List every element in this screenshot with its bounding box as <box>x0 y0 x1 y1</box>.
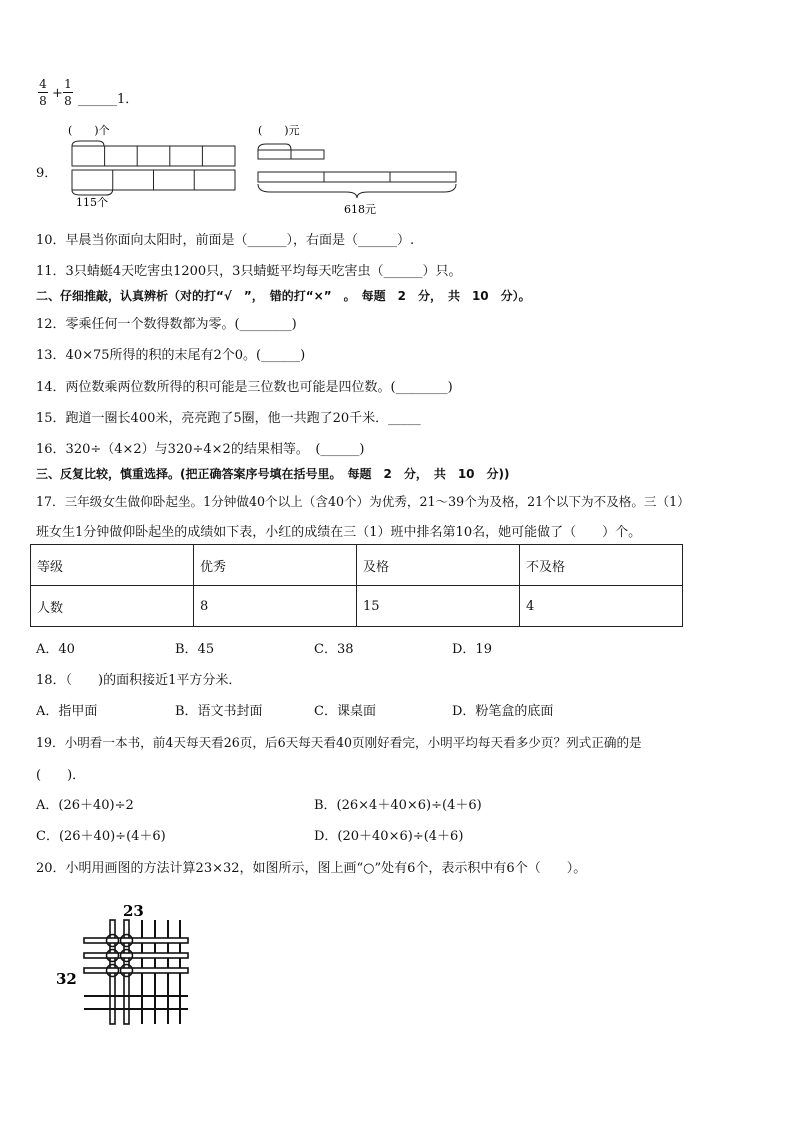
option-a[interactable]: A．指甲面 <box>36 704 98 719</box>
right-top-label: ( )元 <box>258 124 300 137</box>
option-d[interactable]: D．粉笔盒的底面 <box>452 704 554 719</box>
section-3-heading: 三、反复比较，慎重选择。(把正确答案序号填在括号里。 每题 2 分， 共 10 分)) <box>36 467 510 481</box>
option-d[interactable]: D．(20＋40×6)÷(4＋6) <box>314 829 464 844</box>
right-bottom-brace <box>258 184 456 198</box>
multiplication-grid-diagram <box>50 898 200 1028</box>
question-17-line1: 17．三年级女生做仰卧起坐。1分钟做40个以上（含40个）为优秀，21～39个为及格，21个以下为不及格。三（1） <box>36 494 690 509</box>
question-19-line1: 19．小明看一本书，前4天每天看26页，后6天每天看40页刚好看完，小明平均每天看多少页？列式正确的是 <box>36 735 642 750</box>
question-15: 15．跑道一圈长400米，亮亮跑了5圈，他一共跑了20千米．_____ <box>36 411 421 426</box>
question-19-line2: ( )． <box>36 768 86 783</box>
question-14: 14．两位数乘两位数所得的积可能是三位数也可能是四位数。(________) <box>36 380 453 395</box>
table-cell: 等级 <box>31 545 194 586</box>
option-b[interactable]: B．语文书封面 <box>175 704 263 719</box>
option-c[interactable]: C．(26＋40)÷(4＋6) <box>36 829 166 844</box>
table-cell: 不及格 <box>520 545 683 586</box>
option-c[interactable]: C．38 <box>314 642 354 657</box>
table-row <box>31 545 683 586</box>
option-d[interactable]: D．19 <box>452 642 492 657</box>
question-17-line2: 班女生1分钟做仰卧起坐的成绩如下表，小红的成绩在三（1）班中排名第10名，她可能做了（ ）个。 <box>36 525 642 540</box>
left-label: 32 <box>56 970 77 988</box>
section-2-heading: 二、仔细推敲，认真辨析（对的打“√ ”， 错的打“×” 。 每题 2 分， 共 10 分）。 <box>36 289 531 303</box>
table-cell: 优秀 <box>194 545 357 586</box>
option-a[interactable]: A．40 <box>36 642 75 657</box>
table-cell: 人数 <box>31 586 194 627</box>
table-cell: 4 <box>520 586 683 627</box>
question-12: 12．零乘任何一个数得数都为零。(________) <box>36 317 297 332</box>
question-16: 16．320÷（4×2）与320÷4×2的结果相等。 (______) <box>36 442 365 457</box>
right-bottom-bar <box>258 172 456 182</box>
right-bottom-label: 618元 <box>344 203 376 216</box>
question-10: 10．早晨当你面向太阳时，前面是（______），右面是（______）. <box>36 233 415 248</box>
option-c[interactable]: C．课桌面 <box>314 704 376 719</box>
left-top-brace <box>72 141 104 146</box>
left-bottom-label: 115个 <box>76 196 108 209</box>
top-label: 23 <box>123 902 144 920</box>
question-18: 18．（ )的面积接近1平方分米． <box>36 673 242 688</box>
question-11: 11．3只蜻蜓4天吃害虫1200只，3只蜻蜓平均每天吃害虫（______）只。 <box>36 264 462 279</box>
segment-bar-diagram <box>60 120 480 220</box>
answer-blank[interactable]: ______1． <box>78 92 139 107</box>
table-cell: 8 <box>194 586 357 627</box>
left-bottom-brace <box>72 190 113 195</box>
option-b[interactable]: B．45 <box>175 642 215 657</box>
right-top-brace <box>258 144 291 150</box>
fraction-4-8 <box>38 77 48 108</box>
table-row <box>31 586 683 627</box>
left-top-label: ( )个 <box>68 124 110 137</box>
score-table <box>30 544 683 627</box>
denominator: 8 <box>39 94 47 108</box>
numerator: 1 <box>64 77 72 91</box>
question-13: 13．40×75所得的积的末尾有2个0。(______) <box>36 348 306 363</box>
plus-sign: + <box>52 86 63 101</box>
question-20: 20．小明用画图的方法计算23×32，如图所示，图上画“○”处有6个，表示积中有6个（ ）。 <box>36 861 587 876</box>
table-cell: 及格 <box>357 545 520 586</box>
option-a[interactable]: A．(26＋40)÷2 <box>36 798 134 813</box>
numerator: 4 <box>39 77 47 91</box>
fraction-1-8 <box>63 77 73 108</box>
left-top-bar <box>72 146 235 166</box>
question-number: 9． <box>36 166 58 181</box>
denominator: 8 <box>64 94 72 108</box>
table-cell: 15 <box>357 586 520 627</box>
option-b[interactable]: B．(26×4＋40×6)÷(4＋6) <box>314 798 482 813</box>
